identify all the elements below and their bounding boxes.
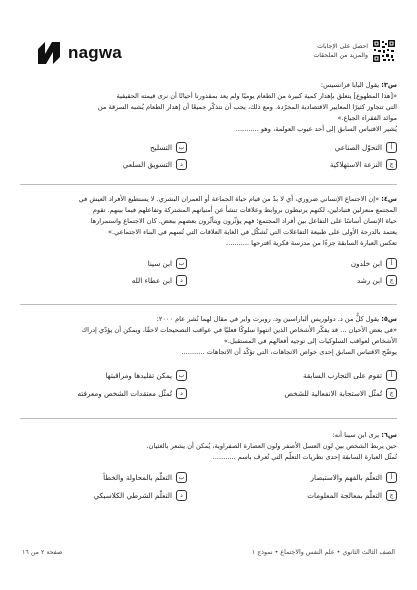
question-line: يقول كلٌّ من د. دولوريس ألباراسين ود. روبرت واير في مقال لهما نُشر عام ٢٠٠٠:: [156, 315, 380, 323]
option-a[interactable]: [311, 472, 398, 483]
option-text: تُمثّل معتقدات الشخص ومعرفته: [77, 389, 172, 398]
question-line: «في بعض الأحيان ... قد يفكّر الأشخاص الذين انتهوا سلوكًا فعليًا في عواقب التصحيحات لاحقًا، ويمكن أن يؤدّي إدراك: [81, 326, 397, 334]
option-letter: أ: [386, 370, 397, 381]
question-text: [20, 430, 397, 463]
question-3: [20, 80, 397, 169]
option-text: تُمثّل الاستجابة الانفعالية للشخص: [284, 389, 382, 398]
option-text: التسليح: [150, 143, 172, 152]
question-number: س٥:: [381, 315, 397, 323]
option-letter: أ: [386, 142, 397, 153]
option-text: التعلّم بمعالجة المعلومات: [307, 491, 382, 500]
option-c[interactable]: [357, 275, 397, 286]
question-line: التي تتجاوز كثيرًا المعايير الاقتصادية المجرّدة. ومع ذلك، يجب أن نتذكّر جميعًا أن إهدار الطعام يُشبه السرقة من: [97, 103, 397, 111]
option-d[interactable]: [77, 388, 187, 399]
question-line: يقول البابا فرانسيس:: [320, 81, 380, 89]
option-letter: ب: [176, 370, 187, 381]
option-text: ابن خلدون: [350, 259, 382, 268]
option-letter: ب: [176, 142, 187, 153]
option-c[interactable]: [284, 388, 397, 399]
option-letter: د: [176, 275, 187, 286]
option-letter: د: [176, 490, 187, 501]
option-letter: ج: [386, 275, 397, 286]
question-line: يعتمد بالدرجة الأولى على طبيعة التفاعلات التي تُشكّل في الغاية العلاقات التي تُسهم في البناء الاجتماعي.»: [107, 228, 397, 236]
question-line: يرى ابن سينا أنه:: [332, 431, 380, 439]
option-d[interactable]: [132, 275, 187, 286]
option-letter: ج: [386, 388, 397, 399]
option-b[interactable]: [150, 142, 187, 153]
option-text: التسويق السلعي: [122, 160, 172, 169]
question-number: س٦:: [381, 431, 397, 439]
option-letter: ب: [176, 258, 187, 269]
option-d[interactable]: [94, 490, 187, 501]
question-text: [20, 80, 397, 135]
option-letter: أ: [386, 472, 397, 483]
divider: [20, 304, 397, 305]
option-text: ابن رشد: [356, 276, 382, 285]
qr-code-icon[interactable]: [373, 40, 395, 62]
option-text: يمكن تقليدها ومراقبتها: [105, 371, 172, 380]
page-number: صفحة ٢ من ١٦: [22, 549, 63, 556]
course-info: الصف الثالث الثانوي • علم النفس والاجتماع • نموذج ١: [251, 549, 395, 556]
option-text: التعلّم بالمحاولة والخطأ: [103, 473, 172, 482]
page-footer: [22, 549, 395, 556]
question-line: حياة الإنسان أساسًا على التفاعل بين أفراد المجتمع؛ فهم يؤثّرون ويتأثّرون بعضهم ببعض. كان الاجتماع واستمرارها: [90, 217, 397, 225]
option-text: التحوّل الصناعي: [334, 143, 382, 152]
option-c[interactable]: [330, 159, 397, 170]
question-5: [20, 314, 397, 398]
option-text: التعلّم بالفهم والاستبصار: [310, 473, 382, 482]
divider: [20, 418, 397, 419]
option-a[interactable]: [335, 142, 397, 153]
question-line: موائد الفقراء الجياع.»: [337, 114, 397, 122]
option-text: التعلّم الشرطي الكلاسيكي: [93, 491, 172, 500]
option-letter: د: [176, 159, 187, 170]
option-c[interactable]: [307, 490, 397, 501]
option-text: تقوم على التجارب السابقة: [302, 371, 382, 380]
question-line: الأشخاص لعواقب السلوكيات إلى توجيه أفعالهم في المستقبل.»: [223, 337, 397, 345]
option-a[interactable]: [303, 370, 397, 381]
question-line: «[هذا المطهوع] يتعلق بإهدار كمية كبيرة من الطعام يوميًا ولم يعد بمقدورنا أحيانًا أن نرى قيمته الحقيقية: [116, 92, 397, 100]
qr-caption-line2: والمزيد من الملحقات: [313, 52, 368, 59]
option-letter: ج: [386, 159, 397, 170]
option-letter: ب: [176, 472, 187, 483]
brand-name: nagwa: [68, 43, 122, 62]
question-number: س٤:: [381, 195, 397, 203]
question-line: يُشير الاقتباس السابق إلى أحد عيوب العولمة، وهو ...........: [235, 125, 397, 133]
question-4: [20, 194, 397, 285]
option-b[interactable]: [148, 258, 187, 269]
question-number: س٣:: [381, 81, 397, 89]
question-line: تُمثّل العبارة السابقة إحدى نظريات التعلّم التي تُعرف باسم ...........: [212, 453, 397, 461]
question-line: «إن الاجتماع الإنساني ضروري، أي لا بدّ من قيام حياة الجماعة أو العمران البشري. لا يستطيع الأفراد العيش في: [78, 195, 380, 203]
question-text: [20, 314, 397, 358]
option-letter: د: [176, 388, 187, 399]
nagwa-logo-icon: [36, 40, 62, 66]
option-text: النزعة الاستهلاكية: [329, 160, 382, 169]
divider: [20, 184, 397, 185]
option-b[interactable]: [103, 472, 187, 483]
question-text: [20, 194, 397, 249]
option-b[interactable]: [105, 370, 187, 381]
question-6: [20, 430, 397, 500]
option-text: ابن سينا: [147, 259, 172, 268]
nagwa-logo: [36, 40, 122, 66]
option-letter: ج: [386, 490, 397, 501]
qr-caption-line1: احصل على الإجابات: [317, 43, 368, 50]
option-letter: أ: [386, 258, 397, 269]
option-a[interactable]: [351, 258, 397, 269]
qr-promo: [313, 40, 395, 62]
question-line: يوضّح الاقتباس السابق إحدى خواص الاتجاهات، التي تؤكّد أن الاتجاهات ...........: [181, 348, 397, 356]
question-line: المجتمع منعزلين فتبادلين، لكنهم يرتبطون بروابط وعلاقات تنشأ عن أمنياتهم المشتركة وتفاعلهم فيما بينهم. تقوم: [92, 206, 397, 214]
option-d[interactable]: [123, 159, 187, 170]
option-text: ابن عطاء الله: [131, 276, 172, 285]
question-line: تعكس العبارة السابقة جزءًا من مدرسة فكرية اقترحها ...........: [226, 239, 397, 247]
question-line: حين يربط الشخص بين لون العسل الأصفر ولون العصارة الصفراوية، يُمكن أن يشعر بالغثيان.: [146, 442, 397, 450]
